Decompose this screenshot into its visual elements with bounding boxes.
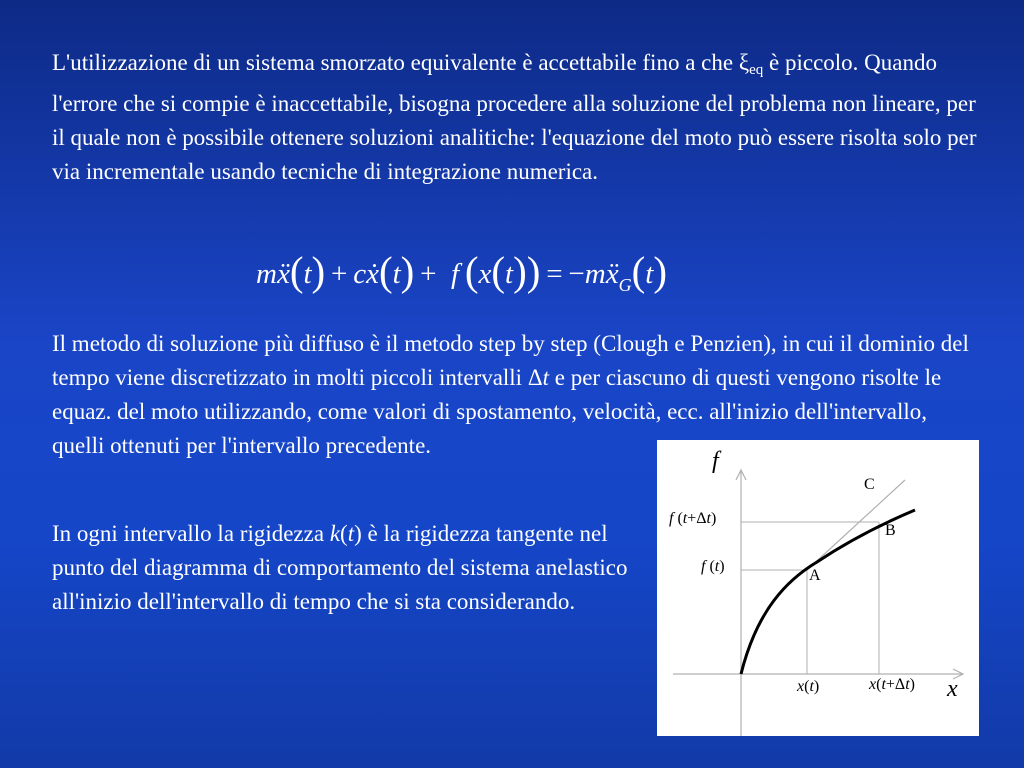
force-displacement-diagram xyxy=(657,440,979,736)
eq-time: t xyxy=(505,258,514,290)
label-x-t xyxy=(797,678,819,696)
eq-time: t xyxy=(645,258,654,290)
intro-text-end: è piccolo. Quando l'errore che si compie è inaccettabile, bisogna procedere alla soluzione del problema non lineare, per il quale non è possibile ottenere soluzioni analitiche: l'equazione del moto può essere risolta solo per via incrementale usando tecniche di integrazione numerica. xyxy=(52,50,977,184)
eq-paren-open: ( xyxy=(378,248,393,294)
label-t: t xyxy=(714,558,720,575)
eq-time: t xyxy=(303,258,312,290)
eq-paren-open: ( xyxy=(464,248,479,294)
label-open: ( xyxy=(673,510,683,527)
stiffness-k-symbol: k xyxy=(329,521,341,546)
label-plus-delta: +Δ xyxy=(687,510,707,527)
label-f: f xyxy=(701,558,706,575)
eq-paren-close: ) xyxy=(513,248,527,294)
eq-ground-subscript: G xyxy=(618,275,632,295)
axis-label-f: f xyxy=(712,448,719,474)
equation-of-motion xyxy=(256,236,776,306)
eq-paren-close: ) xyxy=(653,248,667,294)
label-close: ) xyxy=(719,558,725,575)
label-f: f xyxy=(669,510,674,527)
intro-text-start: L'utilizzazione di un sistema smorzato equivalente è accettabile fino a che xyxy=(52,50,739,75)
label-f-t xyxy=(701,558,725,576)
point-label-C: C xyxy=(864,476,875,493)
method-t-symbol: t xyxy=(542,365,550,390)
label-close: ) xyxy=(909,676,915,693)
eq-damping-term: cẋ xyxy=(353,258,379,290)
label-x: x xyxy=(797,678,805,695)
xi-subscript: eq xyxy=(749,62,764,78)
label-f-t-dt xyxy=(669,510,716,528)
label-t: t xyxy=(881,676,886,693)
label-plus-delta: +Δ xyxy=(885,676,906,693)
label-open: ( xyxy=(804,678,810,695)
eq-equals: = xyxy=(546,258,563,290)
method-text-end: e per ciascuno di questi vengono risolte le equaz. del moto utilizzando, come valori di spostamento, velocità, ecc. all'inizio dell'intervallo, quelli ottenuti per l'intervallo precedente. xyxy=(52,365,942,458)
eq-force-f: f xyxy=(450,258,460,290)
eq-paren-close: ) xyxy=(400,248,415,294)
eq-paren-open: ( xyxy=(631,248,646,294)
label-t: t xyxy=(682,510,688,527)
xi-symbol: ξ xyxy=(738,50,750,75)
label-t: t xyxy=(809,678,814,695)
label-t: t xyxy=(706,510,711,527)
eq-minus: − xyxy=(568,258,585,290)
eq-paren-close: ) xyxy=(526,248,541,294)
label-t: t xyxy=(905,676,910,693)
eq-plus: + xyxy=(331,258,348,290)
stiffness-paragraph: In ogni intervallo la rigidezza k(t) è la rigidezza tangente nel punto del diagramma di comportamento del sistema anelastico all'inizio dell'intervallo di tempo che si sta considerando. xyxy=(52,521,628,614)
point-label-B: B xyxy=(885,522,896,539)
point-label-A: A xyxy=(809,567,821,584)
label-open: ( xyxy=(876,676,882,693)
label-close: ) xyxy=(711,510,717,527)
stiffness-text-end: è la rigidezza tangente nel punto del diagramma di comportamento del sistema anelastico all'inizio dell'intervallo di tempo che si sta considerando. xyxy=(52,521,628,614)
eq-ground-mass-term: mẍ xyxy=(584,258,619,290)
axis-label-x: x xyxy=(947,676,958,702)
eq-paren-open: ( xyxy=(491,248,506,294)
eq-paren-open: ( xyxy=(289,248,304,294)
label-close: ) xyxy=(813,678,820,695)
eq-time: t xyxy=(392,258,401,290)
method-text-start: Il metodo di soluzione più diffuso è il metodo step by step (Clough e Penzien), in cui il dominio del tempo viene discretizzato in molti piccoli intervalli Δ xyxy=(52,331,969,390)
eq-paren-close: ) xyxy=(311,248,326,294)
label-open: ( xyxy=(705,558,715,575)
label-x-t-dt xyxy=(869,676,915,694)
eq-displacement-x: x xyxy=(478,258,492,290)
stiffness-t-symbol: t xyxy=(347,521,355,546)
label-x: x xyxy=(869,676,877,693)
eq-plus: + xyxy=(420,258,437,290)
intro-paragraph xyxy=(52,46,982,189)
stiffness-text-start: In ogni intervallo la rigidezza xyxy=(52,521,330,546)
eq-mass-term: mẍ xyxy=(256,258,290,290)
